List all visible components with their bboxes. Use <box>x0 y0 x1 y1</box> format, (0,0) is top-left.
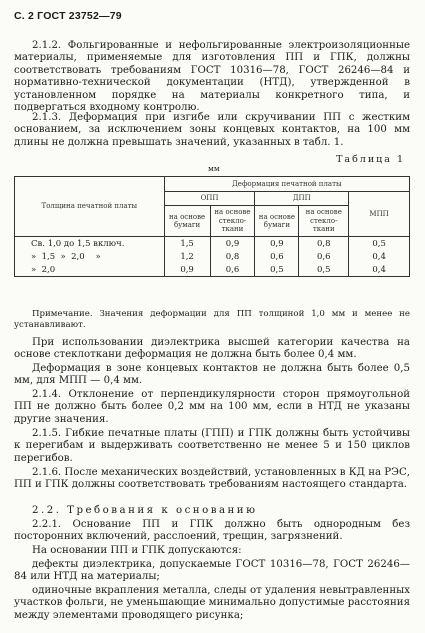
sub-paper-header: на основе бумаги <box>255 206 299 237</box>
cell: 0,4 <box>349 263 410 277</box>
cell: 0,5 <box>299 263 349 277</box>
cell: 0,8 <box>299 237 349 251</box>
cell: 0,8 <box>210 250 255 263</box>
cell: 0,4 <box>349 250 410 263</box>
paragraph-2-1-4: 2.1.4. Отклонение от перпендикулярности сторон прямоугольной ПП не должно быть более 0,2 мм на 100 мм, если в НТД не указаны другие значения. <box>14 389 410 425</box>
paragraph-dielectric: При использовании диэлектрика высшей категории качества на основе стеклоткани деформация не должна быть более 0,4 мм. <box>14 337 410 361</box>
paragraph-2-2-1: 2.2.1. Основание ПП и ГПК должно быть однородным без посторонних включений, расслоений, трещин, загрязнений. <box>14 519 410 543</box>
group-dpp-header: ДПП <box>255 192 349 206</box>
cell: 1,5 <box>164 237 210 251</box>
paragraph-end-contacts: Деформация в зоне концевых контактов не должна быть более 0,5 мм, для МПП — 0,4 мм. <box>14 363 410 387</box>
cell: 0,5 <box>349 237 410 251</box>
table-caption: Таблица 1 <box>336 154 405 165</box>
group-opp-header: ОПП <box>164 192 255 206</box>
group-mpp-header: МПП <box>349 192 410 237</box>
cell: 0,9 <box>210 237 255 251</box>
paragraph-2-1-5: 2.1.5. Гибкие печатные платы (ГПП) и ГПК должны быть устойчивы к перегибам и выдерживать соответственно не менее 5 и 150 циклов перегибов. <box>14 428 410 464</box>
thickness-header: Толщина печатной платы <box>15 177 165 237</box>
row-label: » 2,0 <box>15 263 165 277</box>
row-label: Св. 1,0 до 1,5 включ. <box>15 237 165 251</box>
cell: 0,6 <box>299 250 349 263</box>
cell: 0,5 <box>255 263 299 277</box>
table-row <box>15 237 410 251</box>
row-label: » 1,5 » 2,0 » <box>15 250 165 263</box>
deformation-table <box>14 176 410 277</box>
sub-fiberglass-header: на основе стекло-ткани <box>210 206 255 237</box>
cell: 0,6 <box>210 263 255 277</box>
section-2-2-heading: 2.2. Требования к основанию <box>32 505 258 516</box>
table-unit: мм <box>208 164 220 173</box>
cell: 0,9 <box>164 263 210 277</box>
sub-fiberglass-header: на основе стекло-ткани <box>299 206 349 237</box>
table-row <box>15 263 410 277</box>
paragraph-2-1-2: 2.1.2. Фольгированные и нефольгированные электроизоляционные материалы, применяемые для изготовления ПП и ГПК, должны соответствовать требованиям ГОСТ 10316—78, ГОСТ 26246—84 и нормативно-технической документации (НТД), утвержденной в установленном порядке на материалы конкретного типа, и подвергаться входному контролю. <box>14 40 410 114</box>
deformation-header: Деформация печатной платы <box>164 177 409 192</box>
cell: 0,9 <box>255 237 299 251</box>
cell: 1,2 <box>164 250 210 263</box>
table-row <box>15 250 410 263</box>
paragraph-defects: дефекты диэлектрика, допускаемые ГОСТ 10316—78, ГОСТ 26246—84 или НТД на материалы; <box>14 559 410 583</box>
sub-paper-header: на основе бумаги <box>164 206 210 237</box>
paragraph-2-1-6: 2.1.6. После механических воздействий, установленных в КД на РЭС, ПП и ГПК должны соответствовать требованиям настоящего стандарта. <box>14 467 410 491</box>
paragraph-basis: На основании ПП и ГПК допускаются: <box>32 545 242 556</box>
paragraph-2-1-3: 2.1.3. Деформация при изгибе или скручивании ПП с жестким основанием, за исключением зоны концевых контактов, на 100 мм длины не должна превышать значений, указанных в табл. 1. <box>14 112 410 148</box>
page-header: С. 2 ГОСТ 23752—79 <box>14 10 122 22</box>
paragraph-inclusions: одиночные вкрапления металла, следы от удаления невытравленных участков фольги, не уменьшающие минимально допустимые расстояния между элементами проводящего рисунка; <box>14 585 410 621</box>
cell: 0,6 <box>255 250 299 263</box>
table-note: Примечание. Значения деформации для ПП толщиной 1,0 мм и менее не устанавливают. <box>14 309 410 330</box>
